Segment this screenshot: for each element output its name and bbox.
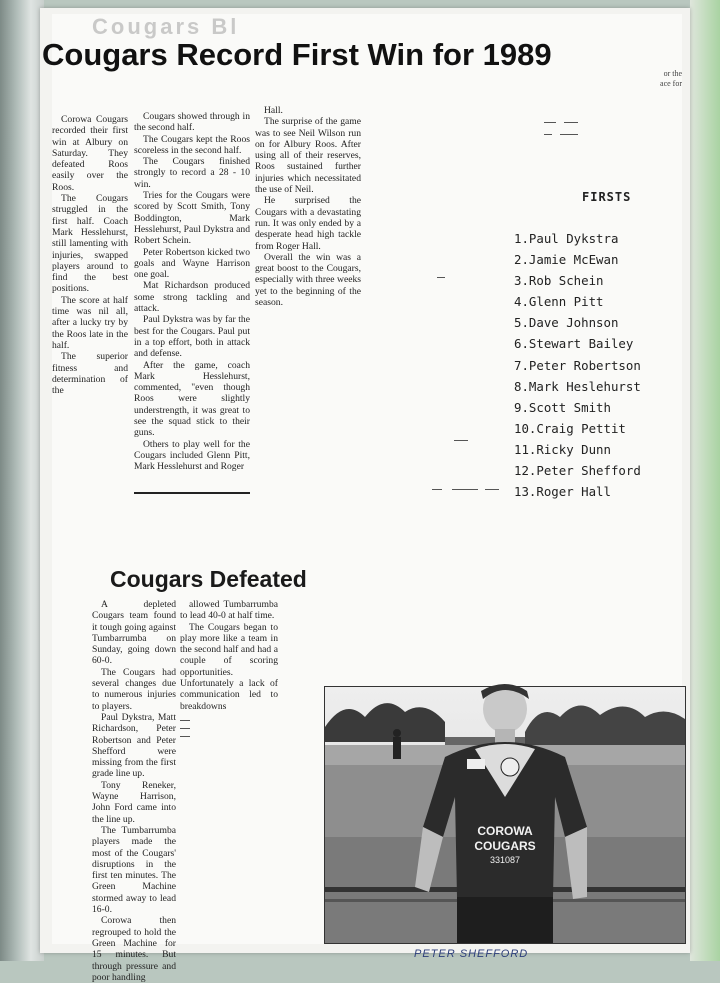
print-mark: [180, 728, 190, 729]
article2-column-2: [180, 599, 278, 712]
article-paragraph: The Cougars struggled in the first half. Coach Mark Hesslehurst, still lamenting with injuries, swapped players around to find the best positions.: [52, 193, 128, 295]
article-paragraph: Cougars showed through in the second half.: [134, 111, 250, 134]
jersey-text-line2: COUGARS: [474, 839, 536, 853]
article-paragraph: Mat Richardson produced some strong tackling and attack.: [134, 280, 250, 315]
photo-caption: PETER SHEFFORD: [414, 948, 529, 960]
photo-image: [325, 687, 685, 943]
article-paragraph: Overall the win was a great boost to the Cougars, especially with three weeks yet to the beginning of the season.: [255, 251, 361, 309]
print-mark: [432, 489, 442, 490]
jersey-text-line3: 331087: [489, 855, 521, 865]
print-mark: [560, 134, 578, 135]
article-paragraph: Tony Reneker, Wayne Harrison, John Ford came into the line up.: [92, 779, 176, 825]
article1-column-2: [134, 111, 250, 473]
edge-text-fragment: [660, 69, 682, 89]
article2-column-1: [92, 599, 176, 983]
article-paragraph: A depleted Cougars team found it tough going against Tumbarrumba on Sunday, going down 60-0.: [92, 599, 176, 667]
article-paragraph: Corowa Cougars recorded their first win at Albury on Saturday. They defeated Roos easily over the Roos.: [52, 114, 128, 193]
article-paragraph: He surprised the Cougars with a devastating run. It was only ended by a desperate head high tackle from Roger Hall.: [255, 195, 361, 252]
print-mark: [454, 440, 468, 441]
article-paragraph: The Cougars began to play more like a team in the second half and had a couple of scoring opportunities. Unfortunately a lack of communication led to breakdowns: [180, 621, 278, 712]
team-list-player: 3.Rob Schein: [514, 273, 604, 289]
print-mark: [564, 122, 578, 123]
article-paragraph: Hall.: [264, 105, 283, 116]
edge-text-line: ace for: [660, 79, 682, 88]
article2-headline: Cougars Defeated: [110, 566, 307, 592]
team-list: [514, 228, 641, 502]
newspaper-clipping-sheet: [42, 14, 682, 983]
article-paragraph: The superior fitness and determination of the: [52, 351, 128, 397]
article-paragraph: The Cougars finished strongly to record a 28 - 10 win.: [134, 156, 250, 190]
article-paragraph: After the game, coach Mark Hesslehurst, commented, "even though Roos were slightly understrength, it was great to see the squad stick to their guns.: [134, 359, 250, 439]
article-paragraph: Peter Robertson kicked two goals and Wayne Harrison one goal.: [134, 246, 250, 281]
jersey-text-line1: COROWA: [477, 824, 533, 838]
team-list-player: 9.Scott Smith: [514, 399, 611, 415]
print-mark: [180, 720, 190, 721]
team-list-player: 10.Craig Pettit: [514, 420, 626, 436]
folder-edge: [690, 0, 720, 961]
article-paragraph: Paul Dykstra was by far the best for the Cougars. Paul put in a top effort, both in attack and defense.: [134, 314, 250, 360]
article-paragraph: The score at half time was nil all, after a lucky try by the Roos late in the half.: [52, 294, 128, 351]
article1-headline: Cougars Record First Win for 1989: [42, 37, 552, 72]
article1-column-1: [52, 114, 128, 396]
team-list-player: 2.Jamie McEwan: [514, 252, 619, 268]
scrapbook-page: [40, 8, 690, 983]
player-photo: [324, 686, 686, 944]
article-paragraph: The Tumbarrumba players made the most of the Cougars' disruptions in the first ten minutes. The Green Machine stormed away to lead 16-0.: [92, 824, 176, 916]
team-list-player: 12.Peter Shefford: [514, 463, 641, 479]
print-mark: [452, 489, 478, 490]
team-list-player: 11.Ricky Dunn: [514, 441, 611, 457]
team-list-title: FIRSTS: [582, 190, 632, 204]
print-mark: [437, 277, 445, 278]
print-mark: [180, 736, 190, 737]
team-list-player: 8.Mark Heslehurst: [514, 378, 641, 394]
team-list-player: 7.Peter Robertson: [514, 357, 641, 373]
print-mark: [544, 122, 556, 123]
article-paragraph: The Cougars had several changes due to numerous injuries to players.: [92, 666, 176, 712]
article-paragraph: Tries for the Cougars were scored by Scott Smith, Tony Boddington, Mark Hesslehurst, Paul Dykstra and Robert Schein.: [134, 190, 250, 247]
bleed-through-headline: Cougars Bl: [92, 14, 240, 39]
binder-spine: [0, 0, 44, 961]
article-paragraph: The surprise of the game was to see Neil Wilson run on for Albury Roos. After using all of their reserves, Roos sustained further injuries which necessitated the use of Neil.: [255, 116, 361, 196]
article-paragraph: Others to play well for the Cougars included Glenn Pitt, Mark Hesslehurst and Roger: [134, 438, 250, 473]
team-list-player: 1.Paul Dykstra: [514, 231, 619, 246]
article-paragraph: Paul Dykstra, Matt Richardson, Peter Robertson and Peter Shefford were missing from the first grade line up.: [92, 711, 176, 780]
team-list-player: 6.Stewart Bailey: [514, 336, 634, 352]
team-list-player: 13.Roger Hall: [514, 484, 611, 500]
article-paragraph: The Cougars kept the Roos scoreless in the second half.: [134, 133, 250, 156]
article1-column-3: [255, 105, 361, 308]
article-paragraph: Corowa then regrouped to hold the Green Machine for 15 minutes. But through pressure and poor handling: [92, 915, 176, 983]
print-mark: [485, 489, 499, 490]
article1-end-rule: [134, 492, 250, 494]
team-list-player: 5.Dave Johnson: [514, 315, 619, 331]
print-mark: [544, 134, 552, 135]
article-paragraph: allowed Tumbarrumba to lead 40-0 at half time.: [180, 599, 278, 622]
edge-text-line: or the: [663, 69, 682, 78]
team-list-player: 4.Glenn Pitt: [514, 294, 604, 310]
